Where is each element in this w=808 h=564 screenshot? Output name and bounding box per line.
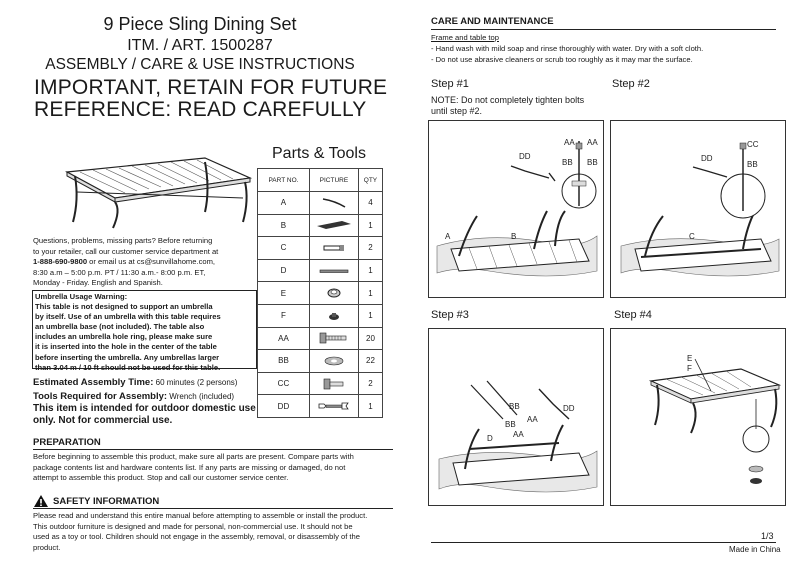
table-leg-icon [319, 196, 349, 210]
safety-line: used as a toy or tool. Children should not engage in the assembly, removal, or disassembly of the [33, 532, 360, 541]
table-row [258, 327, 383, 350]
label-d: D [487, 434, 493, 443]
hole-cap-icon [324, 308, 344, 324]
warning-line: This table is not designed to support an umbrella [35, 302, 213, 312]
part-id: DD [258, 395, 310, 418]
warning-line: than 3.04 m / 10 ft should not be used for this table. [35, 362, 221, 372]
label-aa: AA [527, 415, 538, 424]
table-row [258, 237, 383, 260]
part-id: C [258, 237, 310, 260]
part-qty: 1 [358, 214, 382, 237]
outdoor-use-notice [33, 403, 263, 427]
care-line-1: - Hand wash with mild soap and rinse thoroughly with water. Dry with a soft cloth. [431, 44, 704, 53]
label-bb: BB [587, 158, 598, 167]
label-dd: DD [701, 154, 713, 163]
step-2-diagram [610, 120, 786, 298]
label-aa: AA [564, 138, 575, 147]
part-id: AA [258, 327, 310, 350]
safety-line: Please read and understand this entire manual before attempting to assemble or install the product. [33, 511, 368, 520]
safety-line: This outdoor furniture is designed and made for personal, non-commercial use. It should not be [33, 521, 353, 531]
product-title: 9 Piece Sling Dining Set [103, 14, 297, 34]
warning-triangle-icon [33, 494, 49, 508]
contact-hours: 8:30 a.m – 5:00 p.m. PT / 11:30 a.m.- 8:00 p.m. ET, [33, 267, 206, 277]
label-b: B [511, 232, 517, 241]
part-qty: 22 [358, 350, 382, 373]
table-row [258, 350, 383, 373]
part-qty: 2 [358, 237, 382, 260]
email-text: or email us at cs@sunvillahome.com, [87, 257, 216, 266]
part-qty: 1 [358, 395, 382, 418]
warning-line: an umbrella base (not included). The table also [35, 322, 205, 332]
preparation-text [33, 452, 393, 484]
important-line-1: IMPORTANT, RETAIN FOR FUTURE [34, 76, 388, 99]
care-divider [431, 29, 776, 30]
parts-table [257, 168, 383, 418]
part-qty: 20 [358, 327, 382, 350]
table-row [258, 259, 383, 282]
table-row [258, 214, 383, 237]
safety-divider [33, 508, 393, 509]
table-row [258, 282, 383, 305]
page-number: 1/3 [761, 531, 774, 541]
hole-ring-icon [324, 285, 344, 301]
label-e: E [687, 354, 693, 363]
label-bb: BB [747, 160, 758, 169]
label-aa: AA [587, 138, 598, 147]
label-a: A [445, 232, 451, 241]
care-line-2: - Do not use abrasive cleaners or scrub too roughly as it may mar the surface. [431, 55, 693, 64]
part-qty: 2 [358, 372, 382, 395]
contact-line: to your retailer, call our customer service department at [33, 246, 219, 256]
assembly-time [33, 377, 237, 388]
col-qty: QTY [358, 169, 382, 192]
step-2-label: Step #2 [612, 78, 650, 90]
label-f: F [687, 364, 692, 373]
prep-line: attempt to assemble this product. Stop and call our customer service center. [33, 473, 289, 482]
step-3-diagram [428, 328, 604, 506]
assembly-time-label: Estimated Assembly Time: [33, 377, 154, 388]
outdoor-line: This item is intended for outdoor domestic use [33, 403, 256, 414]
part-id: D [258, 259, 310, 282]
part-qty: 1 [358, 259, 382, 282]
warning-line: before inserting the umbrella. Any umbrellas larger [35, 352, 220, 362]
part-qty: 1 [358, 304, 382, 327]
preparation-heading: PREPARATION [33, 437, 101, 448]
part-id: A [258, 192, 310, 215]
tools-label: Tools Required for Assembly: [33, 391, 168, 402]
warning-line: by itself. Use of an umbrella with this table requires [35, 312, 221, 322]
part-id: E [258, 282, 310, 305]
contact-info [33, 236, 258, 289]
warning-line: Umbrella Usage Warning: [35, 292, 128, 301]
label-bb: BB [509, 402, 520, 411]
safety-line: product. [33, 542, 61, 552]
warning-line: includes an umbrella hole ring, please make sure [35, 332, 213, 342]
step-1-diagram [428, 120, 604, 298]
care-heading: CARE AND MAINTENANCE [431, 16, 554, 27]
label-dd: DD [519, 152, 531, 161]
step-4-label: Step #4 [614, 309, 652, 321]
item-number: ITM. / ART. 1500287 [127, 37, 273, 54]
bolt-icon [316, 330, 352, 346]
step-4-diagram [610, 328, 786, 506]
step-3-label: Step #3 [431, 309, 469, 321]
label-dd: DD [563, 404, 575, 413]
part-id: F [258, 304, 310, 327]
label-bb: BB [562, 158, 573, 167]
safety-text [33, 511, 398, 553]
label-cc: CC [747, 140, 759, 149]
table-row [258, 192, 383, 215]
footer-divider [431, 542, 776, 543]
part-id: B [258, 214, 310, 237]
tools-value: Wrench (included) [167, 392, 235, 401]
prep-line: package contents list and hardware contents list. If any parts are missing or damaged, do not [33, 462, 346, 472]
col-picture: PICTURE [309, 169, 358, 192]
table-row [258, 372, 383, 395]
phone-number[interactable]: 1-888-690-9800 [33, 257, 88, 266]
table-row [258, 395, 383, 418]
made-in-label: Made in China [729, 545, 781, 554]
connector-icon [319, 241, 349, 255]
part-id: BB [258, 350, 310, 373]
umbrella-warning-box [32, 290, 257, 372]
wrench-icon [316, 399, 352, 413]
contact-line: Questions, problems, missing parts? Before returning [33, 236, 213, 245]
contact-line [33, 257, 258, 268]
care-subheading: Frame and table top [431, 33, 499, 42]
note-line: NOTE: Do not completely tighten bolts [431, 95, 585, 105]
warning-line: it is inserted into the hole in the center of the table [35, 342, 217, 352]
step-1-note [431, 95, 611, 117]
step-1-label: Step #1 [431, 78, 469, 90]
crossbar-icon [316, 264, 352, 278]
assembly-time-value: 60 minutes (2 persons) [153, 378, 238, 387]
label-c: C [689, 232, 695, 241]
important-line-2: REFERENCE: READ CAREFULLY [34, 98, 367, 121]
outdoor-line: only. Not for commercial use. [33, 415, 173, 426]
short-bolt-icon [319, 376, 349, 392]
tools-required [33, 391, 234, 402]
part-qty: 1 [358, 282, 382, 305]
part-id: CC [258, 372, 310, 395]
washer-icon [322, 354, 346, 368]
safety-heading: SAFETY INFORMATION [53, 496, 160, 507]
table-row [258, 304, 383, 327]
parts-heading: Parts & Tools [272, 145, 366, 162]
contact-days: Monday - Friday. English and Spanish. [33, 278, 163, 287]
note-line: until step #2. [431, 106, 483, 116]
col-part-no: PART NO. [258, 169, 310, 192]
prep-line: Before beginning to assemble this product, make sure all parts are present. Compare parts with [33, 452, 354, 461]
table-illustration [55, 150, 255, 230]
part-qty: 4 [358, 192, 382, 215]
table-top-icon [314, 218, 354, 232]
manual-subtitle: ASSEMBLY / CARE & USE INSTRUCTIONS [45, 56, 355, 73]
label-bb: BB [505, 420, 516, 429]
label-aa: AA [513, 430, 524, 439]
preparation-divider [33, 449, 393, 450]
